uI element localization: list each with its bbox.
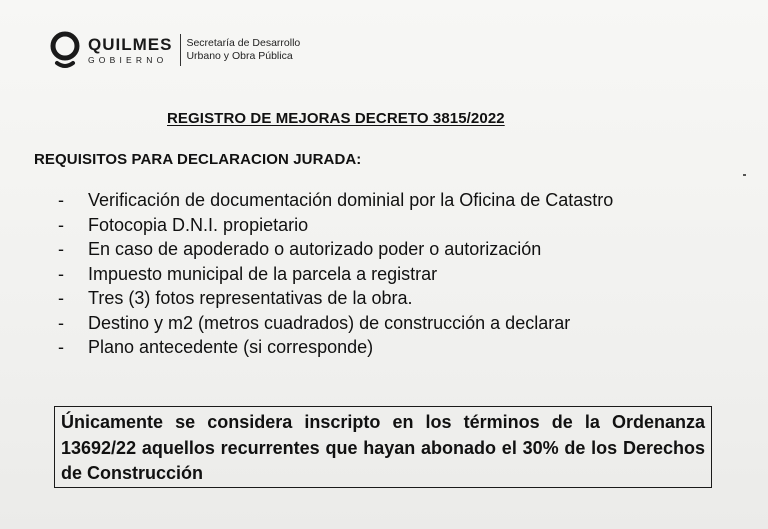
department-line-1: Secretaría de Desarrollo xyxy=(186,37,301,49)
logo-divider xyxy=(180,34,181,66)
quilmes-logo-icon xyxy=(48,31,82,69)
list-item-text: Destino y m2 (metros cuadrados) de construcción a declarar xyxy=(88,312,571,333)
list-item xyxy=(58,188,708,213)
list-item-text: Verificación de documentación dominial por la Oficina de Catastro xyxy=(88,190,614,210)
important-note-text: Únicamente se considera inscripto en los términos de la Ordenanza 13692/22 aquellos recurrentes que hayan abonado el 30% de los Derechos de Construcción xyxy=(61,412,705,483)
list-item xyxy=(58,335,708,360)
important-note-box xyxy=(54,406,712,488)
list-item-text: En caso de apoderado o autorizado poder o autorización xyxy=(88,239,542,259)
list-bullet: - xyxy=(58,239,64,259)
logo-subtitle: GOBIERNO xyxy=(88,54,168,65)
logo-name: QUILMES xyxy=(88,34,173,54)
list-item xyxy=(58,213,708,238)
list-item xyxy=(58,286,708,311)
department-name xyxy=(186,37,300,63)
list-bullet: - xyxy=(58,312,64,333)
list-item-text: Plano antecedente (si corresponde) xyxy=(88,337,374,357)
list-item xyxy=(58,311,708,336)
logo-text xyxy=(88,36,178,65)
document-title: REGISTRO DE MEJORAS DECRETO 3815/2022 xyxy=(167,110,505,127)
list-bullet: - xyxy=(58,337,64,357)
list-bullet: - xyxy=(58,288,64,308)
scan-mark xyxy=(743,174,746,176)
requirements-list xyxy=(58,188,708,360)
list-bullet: - xyxy=(58,263,64,284)
list-item-text: Impuesto municipal de la parcela a registrar xyxy=(88,263,438,284)
header xyxy=(48,31,300,69)
list-item xyxy=(58,262,708,287)
section-heading: REQUISITOS PARA DECLARACION JURADA: xyxy=(34,151,362,168)
department-line-2: Urbano y Obra Pública xyxy=(186,50,293,62)
list-bullet: - xyxy=(58,190,64,210)
list-item-text: Tres (3) fotos representativas de la obra. xyxy=(88,288,413,308)
list-item xyxy=(58,237,708,262)
list-item-text: Fotocopia D.N.I. propietario xyxy=(88,214,309,235)
list-bullet: - xyxy=(58,214,64,235)
